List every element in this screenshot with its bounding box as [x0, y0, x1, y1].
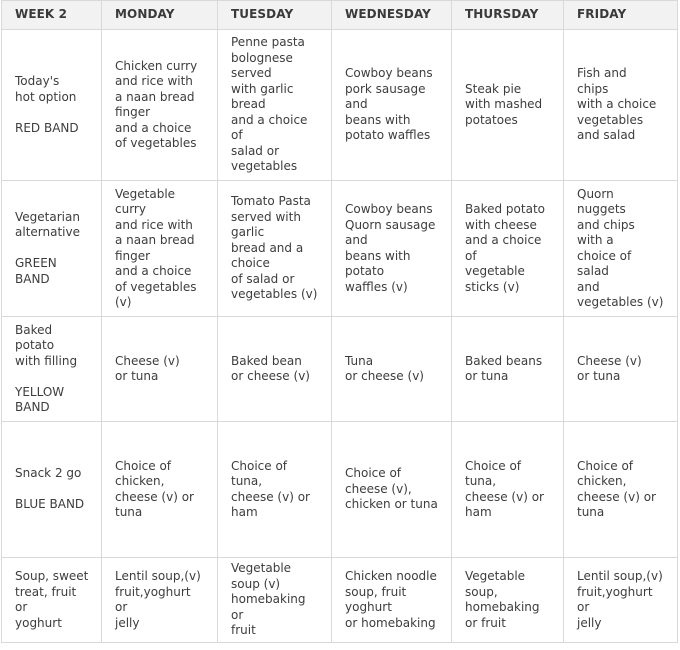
header-row [2, 1, 678, 30]
table-row-soup-sweet [2, 558, 678, 643]
menu-cell [102, 422, 218, 558]
menu-cell-text: Choice of cheese (v), chicken or tuna [345, 466, 438, 512]
row-label [2, 558, 102, 643]
menu-cell-text: Cowboy beans Quorn sausage and beans with potato waffles (v) [345, 202, 436, 294]
menu-cell-text: Choice of tuna, cheese (v) or ham [465, 458, 544, 519]
menu-cell [218, 317, 332, 422]
row-label-text: Baked potato with filling YELLOW BAND [15, 322, 78, 414]
menu-cell [564, 181, 678, 317]
menu-cell [452, 422, 564, 558]
menu-cell-text: Tuna or cheese (v) [345, 353, 424, 383]
menu-cell [452, 317, 564, 422]
menu-cell [102, 317, 218, 422]
menu-cell [332, 422, 452, 558]
menu-cell [332, 30, 452, 181]
header-friday: FRIDAY [564, 1, 678, 30]
menu-cell [564, 422, 678, 558]
row-label [2, 317, 102, 422]
menu-cell-text: Baked beans or tuna [465, 353, 543, 383]
menu-cell [564, 30, 678, 181]
header-monday: MONDAY [102, 1, 218, 30]
row-label-text: Soup, sweet treat, fruit or yoghurt [15, 569, 89, 630]
table-row-yellow-band [2, 317, 678, 422]
table-row-blue-band [2, 422, 678, 558]
menu-cell-text: Tomato Pasta served with garlic bread and a choice of salad or vegetables (v) [231, 194, 318, 302]
menu-cell [332, 558, 452, 643]
menu-cell [218, 181, 332, 317]
row-label-text: Today's hot option RED BAND [15, 74, 79, 135]
menu-cell [102, 30, 218, 181]
menu-cell [564, 317, 678, 422]
menu-cell-text: Cowboy beans pork sausage and beans with potato waffles [345, 66, 433, 143]
menu-cell-text: Choice of chicken, cheese (v) or tuna [577, 458, 656, 519]
menu-cell [332, 317, 452, 422]
menu-cell [452, 181, 564, 317]
header-thursday: THURSDAY [452, 1, 564, 30]
table-row-green-band [2, 181, 678, 317]
menu-cell [218, 30, 332, 181]
menu-cell-text: Lentil soup,(v) fruit,yoghurt or jelly [115, 569, 201, 630]
menu-cell-text: Lentil soup,(v) fruit,yoghurt or jelly [577, 569, 663, 630]
menu-cell-text: Choice of tuna, cheese (v) or ham [231, 458, 310, 519]
header-week: WEEK 2 [2, 1, 102, 30]
menu-cell [218, 422, 332, 558]
row-label [2, 422, 102, 558]
menu-cell-text: Vegetable soup, homebaking or fruit [465, 569, 540, 630]
weekly-menu-table [1, 0, 678, 643]
menu-cell [564, 558, 678, 643]
menu-cell-text: Vegetable soup (v) homebaking or fruit [231, 561, 306, 638]
menu-cell [452, 558, 564, 643]
header-wednesday: WEDNESDAY [332, 1, 452, 30]
row-label [2, 30, 102, 181]
menu-cell-text: Baked potato with cheese and a choice of vegetable sticks (v) [465, 202, 545, 294]
menu-cell [102, 181, 218, 317]
menu-cell-text: Penne pasta bolognese served with garlic bread and a choice of salad or vegetables [231, 35, 308, 174]
table-row-red-band [2, 30, 678, 181]
menu-cell-text: Fish and chips with a choice vegetables and salad [577, 66, 657, 143]
menu-cell [332, 181, 452, 317]
menu-cell-text: Baked bean or cheese (v) [231, 353, 310, 383]
menu-cell-text: Choice of chicken, cheese (v) or tuna [115, 458, 194, 519]
row-label [2, 181, 102, 317]
menu-cell [102, 558, 218, 643]
header-tuesday: TUESDAY [218, 1, 332, 30]
menu-cell-text: Steak pie with mashed potatoes [465, 81, 543, 127]
menu-cell-text: Vegetable curry and rice with a naan bread finger and a choice of vegetables (v) [115, 186, 197, 309]
menu-cell-text: Cheese (v) or tuna [115, 353, 180, 383]
row-label-text: Vegetarian alternative GREEN BAND [15, 209, 80, 286]
menu-cell [452, 30, 564, 181]
row-label-text: Snack 2 go BLUE BAND [15, 466, 85, 512]
menu-cell-text: Chicken noodle soup, fruit yoghurt or homebaking [345, 569, 437, 630]
menu-cell-text: Quorn nuggets and chips with a choice of salad and vegetables (v) [577, 186, 664, 309]
menu-cell [218, 558, 332, 643]
menu-cell-text: Cheese (v) or tuna [577, 353, 642, 383]
menu-cell-text: Chicken curry and rice with a naan bread finger and a choice of vegetables [115, 58, 198, 150]
